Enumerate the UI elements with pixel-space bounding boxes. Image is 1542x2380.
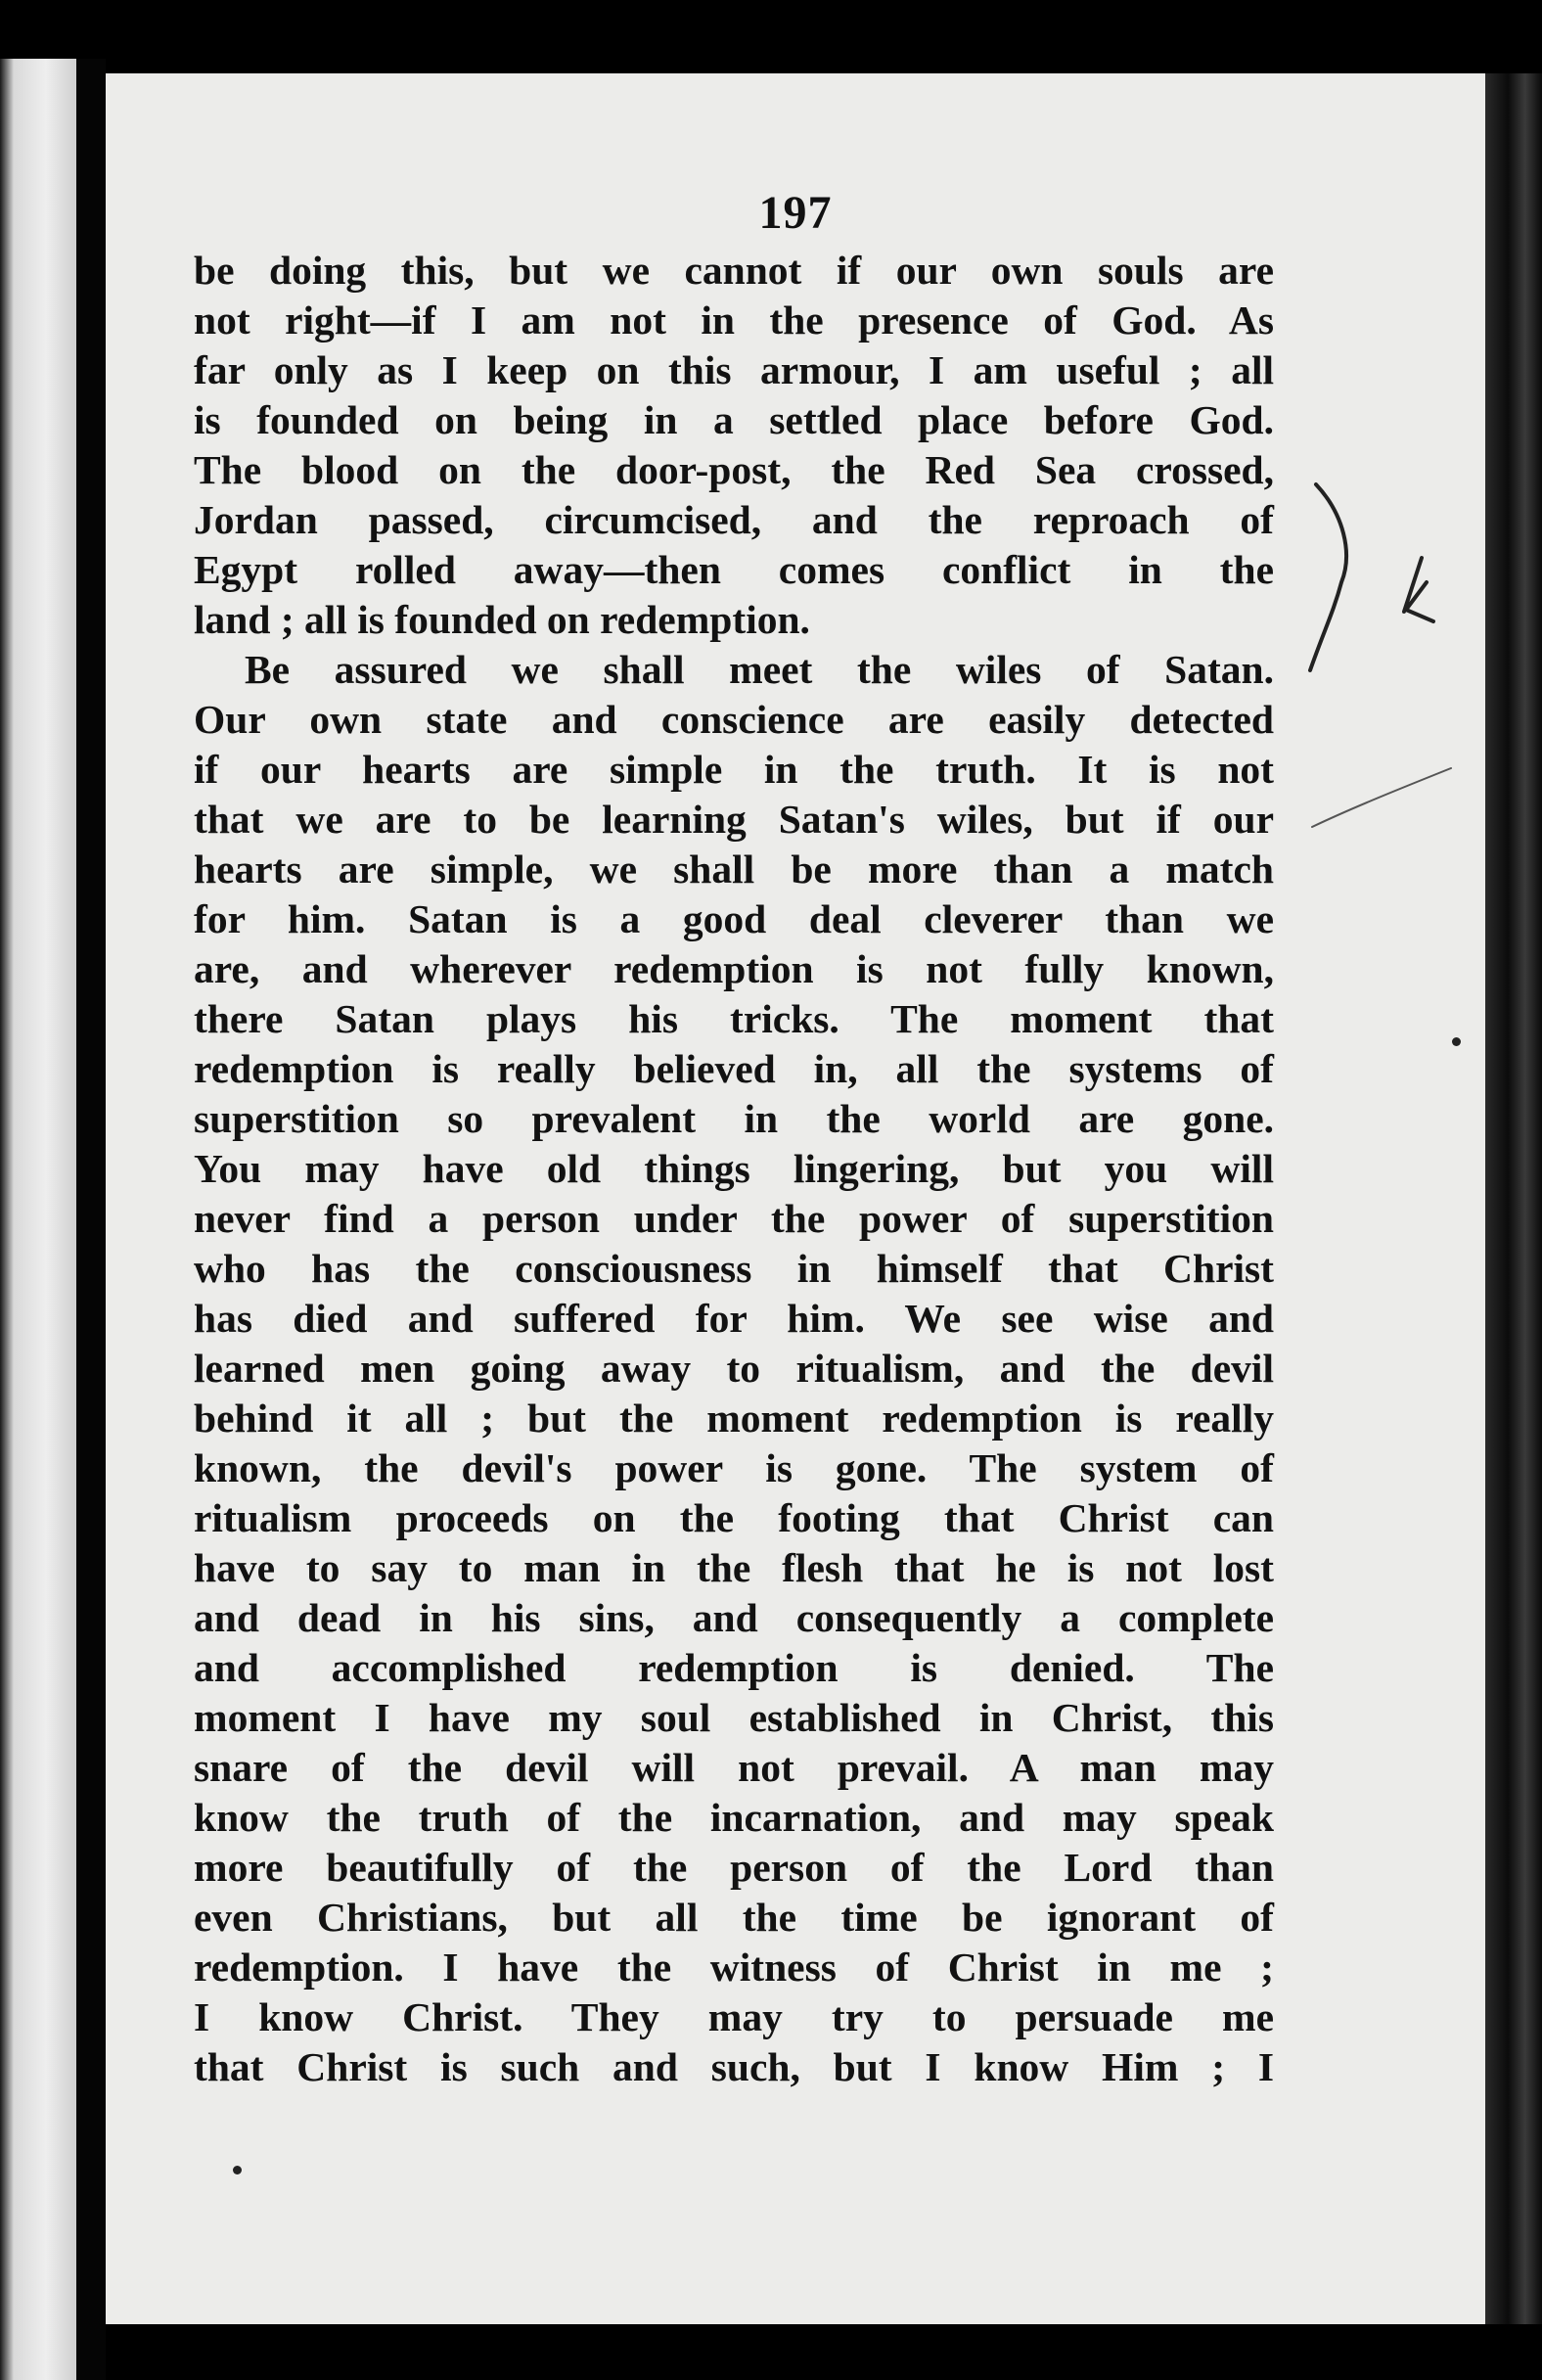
margin-pencil-stroke-icon [1304,758,1461,837]
text-line: if our hearts are simple in the truth. It is not [194,747,1274,792]
book-gutter [76,59,106,2380]
text-line: there Satan plays his tricks. The moment that [194,996,1274,1041]
text-line: Egypt rolled away—then comes conflict in the [194,547,1274,592]
handwritten-bracket-mark-icon [1304,465,1461,700]
book-page [106,73,1485,2324]
text-line: You may have old things lingering, but you will [194,1146,1274,1191]
text-line: ritualism proceeds on the footing that Christ can [194,1495,1274,1540]
text-line: behind it all ; but the moment redemption is really [194,1396,1274,1441]
text-line: more beautifully of the person of the Lord than [194,1845,1274,1890]
text-line: is founded on being in a settled place before God. [194,397,1274,442]
text-line: snare of the devil will not prevail. A man may [194,1745,1274,1790]
text-line: moment I have my soul established in Christ, this [194,1695,1274,1740]
text-line: are, and wherever redemption is not fully known, [194,946,1274,991]
text-line: and accomplished redemption is denied. The [194,1645,1274,1690]
ink-speck [1452,1037,1461,1046]
text-line: be doing this, but we cannot if our own souls are [194,248,1274,293]
text-line: known, the devil's power is gone. The system of [194,1445,1274,1490]
text-line: superstition so prevalent in the world are gone. [194,1096,1274,1141]
text-line: far only as I keep on this armour, I am useful ; all [194,347,1274,392]
text-line: redemption is really believed in, all the systems of [194,1046,1274,1091]
ink-speck [233,2166,242,2174]
text-line: Jordan passed, circumcised, and the reproach of [194,497,1274,542]
page-number: 197 [758,187,833,239]
text-line: never find a person under the power of superstition [194,1196,1274,1241]
text-line: who has the consciousness in himself that Christ [194,1246,1274,1291]
text-line: I know Christ. They may try to persuade me [194,1994,1274,2039]
text-line: The blood on the door-post, the Red Sea crossed, [194,447,1274,492]
text-line: has died and suffered for him. We see wise and [194,1296,1274,1341]
text-line: not right—if I am not in the presence of God. As [194,298,1274,343]
paragraph-start-line: Be assured we shall meet the wiles of Satan. [245,647,1274,692]
text-line: that Christ is such and such, but I know Him ; I [194,2044,1274,2089]
page-edge-shadow [1485,73,1542,2324]
text-line: that we are to be learning Satan's wiles, but if our [194,797,1274,842]
text-line: and dead in his sins, and consequently a complete [194,1595,1274,1640]
text-line: have to say to man in the flesh that he is not lost [194,1545,1274,1590]
text-line: learned men going away to ritualism, and the devil [194,1346,1274,1391]
text-line: for him. Satan is a good deal cleverer than we [194,896,1274,941]
facing-page-edge [0,59,76,2380]
text-line: redemption. I have the witness of Christ in me ; [194,1945,1274,1990]
paragraph-end-line: land ; all is founded on redemption. [194,597,810,642]
text-line: even Christians, but all the time be ignorant of [194,1895,1274,1940]
text-line: hearts are simple, we shall be more than a match [194,847,1274,892]
page-body-text [194,246,1274,2092]
text-line: know the truth of the incarnation, and may speak [194,1795,1274,1840]
text-line: Our own state and conscience are easily detected [194,697,1274,742]
